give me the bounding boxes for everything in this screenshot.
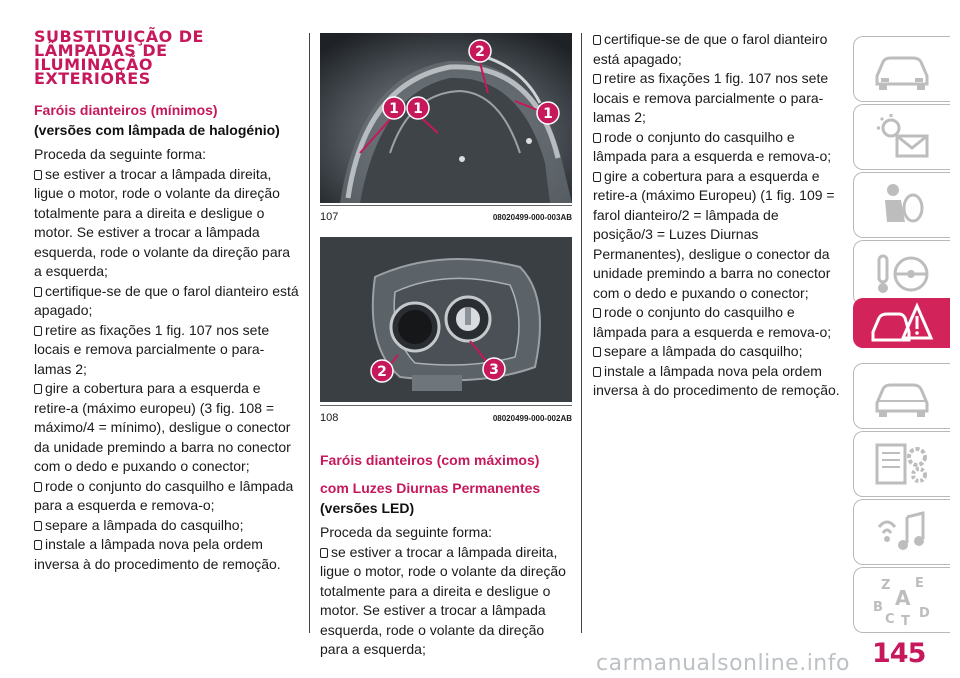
right-column	[593, 30, 841, 401]
intro-text: Proceda da seguinte forma:	[34, 146, 206, 162]
index-letter: Z	[881, 578, 891, 593]
section-heading	[320, 444, 572, 517]
column-divider	[309, 33, 310, 633]
list-item: certifique-se de que o farol dianteiro está apagado;	[34, 282, 299, 318]
section-heading	[34, 94, 300, 139]
checkbox-bullet-icon	[593, 133, 601, 143]
index-letter: T	[901, 614, 910, 627]
list-item: se estiver a trocar a lâmpada direita, ligue o motor, rode o volante da direção totalmente para a direita e desligue o motor. Se estiver a trocar a lâmpada esquerda, rode o volante da direção para a esquerda;	[320, 543, 566, 657]
section-heading-red: Faróis dianteiros (mínimos)	[34, 102, 218, 118]
checkbox-bullet-icon	[593, 367, 601, 377]
checkbox-bullet-icon	[34, 384, 42, 394]
list-item: retire as fixações 1 fig. 107 nos sete locais e remova parcialmente o para-lamas 2;	[593, 70, 829, 125]
title-line: SUBSTITUIÇÃO DE	[34, 27, 204, 46]
tab-safety[interactable]	[853, 172, 950, 238]
warning-lights-icon	[867, 110, 937, 164]
title-line: ILUMINAÇÃO	[34, 55, 153, 74]
tab-multimedia[interactable]	[853, 499, 950, 565]
figure-107-caption	[320, 211, 572, 223]
callout-label: 3	[489, 362, 499, 378]
left-column	[34, 27, 300, 574]
list-item: rode o conjunto do casquilho e lâmpada para a esquerda e remova-o;	[34, 477, 294, 513]
list-item: retire as fixações 1 fig. 107 nos sete locais e remova parcialmente o para-lamas 2;	[34, 321, 270, 377]
figure-code: 08020499-000-002AB	[492, 414, 572, 423]
callout-label: 2	[475, 44, 485, 60]
list-item: separe a lâmpada do casquilho;	[34, 516, 300, 536]
checkbox-bullet-icon	[593, 308, 601, 318]
callout-label: 1	[389, 101, 399, 117]
list-item: rode o conjunto do casquilho e lâmpada para a esquerda e remova-o;	[593, 128, 832, 164]
technical-data-icon	[867, 437, 937, 491]
index-icon	[867, 573, 937, 627]
multimedia-icon	[867, 505, 937, 559]
page-number: 145	[872, 638, 926, 669]
tab-emergency[interactable]	[853, 298, 950, 348]
starting-driving-icon	[867, 246, 937, 300]
checkbox-bullet-icon	[593, 74, 601, 84]
list-item: instale a lâmpada nova pela ordem inversa à do procedimento de remoção.	[34, 536, 281, 572]
safety-airbag-icon	[867, 178, 937, 232]
caption-rule	[320, 405, 572, 406]
watermark: carmanualsonline.info	[596, 651, 850, 676]
figure-number: 107	[320, 211, 339, 223]
list-item: gire a cobertura para a esquerda e retire-a (máximo europeu) (3 fig. 108 = máximo/4 = mínimo), desligue o conector da unidade premindo a barra no conector com o dedo e puxando o conector;	[34, 380, 291, 474]
title-line: EXTERIORES	[34, 69, 151, 88]
index-letter: B	[873, 600, 883, 615]
caption-rule	[320, 205, 572, 206]
tab-technical-data[interactable]	[853, 431, 950, 497]
title-line: LÂMPADAS DE	[34, 41, 168, 60]
page-title	[34, 27, 300, 88]
section-heading-black: (versões LED)	[320, 500, 415, 516]
checkbox-bullet-icon	[34, 521, 42, 531]
callout-label: 1	[413, 101, 423, 117]
checkbox-bullet-icon	[320, 548, 328, 558]
list-item: separe a lâmpada do casquilho;	[593, 342, 841, 362]
headlamp-rear-illustration	[320, 237, 572, 402]
index-letter: D	[919, 606, 930, 621]
checkbox-bullet-icon	[34, 326, 42, 336]
intro-text: Proceda da seguinte forma:	[320, 524, 492, 540]
wheel-arch-illustration	[320, 33, 572, 203]
list-item: se estiver a trocar a lâmpada direita, ligue o motor, rode o volante da direção totalmente para a direita e desligue o motor. Se estiver a trocar a lâmpada esquerda, rode o volante da direção para a esquerda;	[34, 165, 291, 279]
section-heading-black: (versões com lâmpada de halogénio)	[34, 122, 280, 138]
index-letter: C	[885, 612, 895, 627]
figure-108-caption	[320, 412, 572, 424]
car-overview-icon	[867, 42, 937, 96]
tab-index[interactable]	[853, 567, 950, 633]
figure-number: 108	[320, 412, 339, 424]
index-letter: E	[915, 576, 924, 591]
section-heading-red: Faróis dianteiros (com máximos) com Luzes Diurnas Permanentes	[320, 452, 541, 496]
checkbox-bullet-icon	[593, 172, 601, 182]
checkbox-bullet-icon	[593, 35, 601, 45]
checkbox-bullet-icon	[593, 347, 601, 357]
list-item: certifique-se de que o farol dianteiro está apagado;	[593, 31, 828, 67]
figure-code: 08020499-000-003AB	[492, 213, 572, 222]
tab-warning-lights[interactable]	[853, 104, 950, 170]
callout-label: 2	[377, 364, 387, 380]
callout-label: 1	[543, 106, 553, 122]
list-item: rode o conjunto do casquilho e lâmpada para a esquerda e remova-o;	[593, 304, 832, 340]
figure-107-image	[320, 33, 572, 203]
maintenance-car-icon	[867, 369, 937, 423]
tab-maintenance[interactable]	[853, 363, 950, 429]
column-divider	[581, 33, 582, 633]
checkbox-bullet-icon	[34, 482, 42, 492]
middle-column-text	[320, 444, 572, 660]
checkbox-bullet-icon	[34, 540, 42, 550]
index-letter: A	[895, 586, 911, 610]
emergency-icon	[867, 296, 937, 350]
list-item: instale a lâmpada nova pela ordem inversa à do procedimento de remoção.	[593, 362, 840, 398]
list-item: gire a cobertura para a esquerda e retire-a (máximo Europeu) (1 fig. 109 = farol dianteiro/2 = lâmpada de posição/3 = Luzes Diurnas Permanentes), desligue o conector da unidade premindo a barra no conector com o dedo e puxando o conector;	[593, 167, 835, 301]
checkbox-bullet-icon	[34, 170, 42, 180]
figure-108-image	[320, 237, 572, 402]
checkbox-bullet-icon	[34, 287, 42, 297]
tab-car-overview[interactable]	[853, 36, 950, 102]
steps-list	[34, 165, 300, 575]
